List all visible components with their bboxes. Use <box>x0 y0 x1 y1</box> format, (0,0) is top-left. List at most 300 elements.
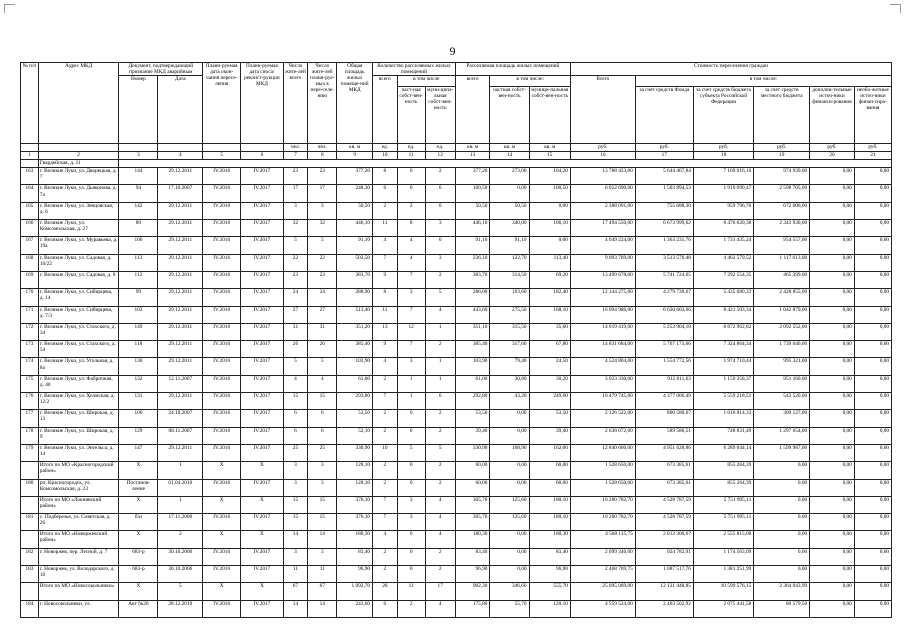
cell-col-17: 3 513 576,48 <box>635 254 693 271</box>
cell-col-14: 0,00 <box>490 462 529 479</box>
cell-col-14: 55,70 <box>490 600 529 617</box>
cell-col-19: 0,00 <box>754 531 810 548</box>
cell-col-2: Итого по МО «Новоржевский район» <box>38 531 118 548</box>
cell-col-16: 2 099 346,00 <box>570 548 635 565</box>
cell-col-7: 5 <box>283 237 308 254</box>
cell-col-3: X <box>119 496 158 513</box>
cell-col-16: 14 831 684,00 <box>570 341 635 358</box>
cell-col-4: 28.12.2010 <box>158 600 203 617</box>
cell-col-6: X <box>241 496 283 513</box>
cell-col-20: 0,00 <box>810 548 855 565</box>
index-cell-18: 18 <box>693 152 753 160</box>
cell-col-5: X <box>203 531 241 548</box>
cell-col-18: 855 264,39 <box>693 479 753 496</box>
cell-col-6: X <box>241 531 283 548</box>
cell-col-11: 2 <box>397 202 425 219</box>
cell-col-7: 15 <box>283 496 308 513</box>
cell-col-9: 351,20 <box>337 323 373 340</box>
cell-col-21: 0,00 <box>854 514 891 531</box>
cell-col-5: IV.2016 <box>203 289 241 306</box>
cell-col-16: 4 049 224,00 <box>570 237 635 254</box>
cell-col-1: 163 <box>21 168 39 185</box>
cell-col-1 <box>21 583 39 600</box>
cell-col-11: 0 <box>397 565 425 582</box>
cell-col-18: 5 435 680,33 <box>693 289 753 306</box>
cell-col-13: 103,90 <box>455 358 490 375</box>
cell-col-15: 96,90 <box>529 565 570 582</box>
cell-col-2: г. Великие Луки, ул. Холмская, д. 12/2 <box>38 393 118 410</box>
column-index-row <box>21 152 892 160</box>
cell-col-12: 5 <box>425 289 455 306</box>
cell-col-7: 3 <box>283 202 308 219</box>
unit-cell-21: руб. <box>854 144 891 152</box>
header-area-total: всего <box>455 76 490 144</box>
cell-col-6: IV.2017 <box>241 341 283 358</box>
cell-col-14: 0,00 <box>490 531 529 548</box>
cell-col-17: 800 580,67 <box>635 410 693 427</box>
cell-col-7: 15 <box>283 393 308 410</box>
cell-col-13: 305,70 <box>455 514 490 531</box>
index-cell-1: 1 <box>21 152 39 160</box>
cell-col-10: 28 <box>373 583 398 600</box>
cell-col-4: 17.10.2007 <box>158 185 203 202</box>
cell-col-18: 8 476 620,38 <box>693 220 753 237</box>
cell-col-18: 8 421 503,34 <box>693 306 753 323</box>
cell-col-6: IV.2017 <box>241 254 283 271</box>
cell-col-18: 2 555 815,08 <box>693 531 753 548</box>
table-row <box>21 323 892 340</box>
cell-col-11: 7 <box>397 306 425 323</box>
cell-col-11: 3 <box>397 496 425 513</box>
cell-col-2: с. Подберезье, ул. Советская, д. 26 <box>38 514 118 531</box>
cell-col-14: 0,00 <box>490 185 529 202</box>
cell-col-13: 100,50 <box>455 185 490 202</box>
cell-col-12: 4 <box>425 306 455 323</box>
cell-col-17: 912 811,63 <box>635 375 693 392</box>
cell-col-20: 0,00 <box>810 168 855 185</box>
cell-col-17: 4 528 787,59 <box>635 514 693 531</box>
unit-cell-9: кв. м <box>337 144 373 152</box>
cell-col-19: 0,00 <box>754 462 810 479</box>
cell-col-13: 286,00 <box>455 289 490 306</box>
cell-col-4: 5 <box>158 583 203 600</box>
cell-col-18: 959 796,70 <box>693 202 753 219</box>
cell-col-18: 7 324 864,34 <box>693 341 753 358</box>
cell-col-16: 10 280 782,70 <box>570 514 635 531</box>
header-rooms-total: всего <box>373 76 398 144</box>
cell-col-13: 180,30 <box>455 531 490 548</box>
cell-col-16: 2 126 522,00 <box>570 410 635 427</box>
table-row <box>21 237 892 254</box>
cell-col-12: 1 <box>425 323 455 340</box>
cell-col-11: 1 <box>397 393 425 410</box>
cell-col-19: 954 557,00 <box>754 237 810 254</box>
cell-col-10: 8 <box>373 168 398 185</box>
cell-col-8: 23 <box>308 168 337 185</box>
cell-col-16: 10 479 745,00 <box>570 393 635 410</box>
cell-col-3: 118 <box>119 341 158 358</box>
cell-col-1: 182 <box>21 548 39 565</box>
cell-col-20: 0,00 <box>810 514 855 531</box>
cell-col-3: 683-р <box>119 548 158 565</box>
cell-col-18: 1 159 358,37 <box>693 375 753 392</box>
cell-col-16: 12 840 660,00 <box>570 444 635 461</box>
cell-col-8: 31 <box>308 323 337 340</box>
cell-col-12: 2 <box>425 168 455 185</box>
cell-col-18: 855 264,39 <box>693 462 753 479</box>
cell-col-13: 383,70 <box>455 271 490 288</box>
cell-col-11: 0 <box>397 185 425 202</box>
cell-col-12: 2 <box>425 341 455 358</box>
cell-col-20: 0,00 <box>810 479 855 496</box>
cell-col-16: 12 144 275,00 <box>570 289 635 306</box>
cell-col-4: 29.12.2011 <box>158 393 203 410</box>
cell-col-15: 100,50 <box>529 185 570 202</box>
cell-col-2: г. Новоржев, пер. Лесной, д. 7 <box>38 548 118 565</box>
cell-col-12: 4 <box>425 514 455 531</box>
cell-col-20: 0,00 <box>810 323 855 340</box>
table-body <box>21 160 892 618</box>
cell-col-11: 3 <box>397 289 425 306</box>
cell-col-3: 94 <box>119 185 158 202</box>
table-row <box>21 306 892 323</box>
cell-col-19: 1 297 654,00 <box>754 427 810 444</box>
unit-cell-1 <box>21 144 39 152</box>
cell-col-5: IV.2016 <box>203 341 241 358</box>
cell-col-9: 83,40 <box>337 548 373 565</box>
cell-col-1: 180 <box>21 479 39 496</box>
cell-col-19: 1 042 879,00 <box>754 306 810 323</box>
cell-col-16: 4 559 524,00 <box>570 600 635 617</box>
cell-col-4: 08.11.2007 <box>158 427 203 444</box>
cell-col-4: 29.12.2011 <box>158 220 203 237</box>
cell-col-10: 7 <box>373 393 398 410</box>
cell-col-19: 974 939,00 <box>754 168 810 185</box>
cell-col-11: 3 <box>397 514 425 531</box>
cell-col-4: 29.12.2011 <box>158 341 203 358</box>
cell-col-11: 11 <box>397 583 425 600</box>
cell-col-13: 175,80 <box>455 600 490 617</box>
cell-col-17: 1 363 231,76 <box>635 237 693 254</box>
cell-col-14: 346,60 <box>490 583 529 600</box>
cell-col-16: 6 012 690,00 <box>570 185 635 202</box>
cell-col-10: 2 <box>373 375 398 392</box>
cell-col-18: 7 169 016,16 <box>693 168 753 185</box>
cell-col-17: 924 782,91 <box>635 548 693 565</box>
cell-col-17: 12 131 448,85 <box>635 583 693 600</box>
cell-col-6: IV.2017 <box>241 548 283 565</box>
cell-col-10: 13 <box>373 323 398 340</box>
cell-col-16: 9 093 769,00 <box>570 254 635 271</box>
cell-col-12: 1 <box>425 358 455 375</box>
cell-col-2: г. Великие Луки, ул. Широкая, д. 9 <box>38 427 118 444</box>
cell-col-14: 0,00 <box>490 410 529 427</box>
cell-col-9: 446,10 <box>337 220 373 237</box>
cell-col-16: 25 095 069,00 <box>570 583 635 600</box>
cell-col-10: 7 <box>373 514 398 531</box>
cell-col-14: 125,60 <box>490 514 529 531</box>
cell-col-12: 0 <box>425 202 455 219</box>
cell-col-4: 29.12.2011 <box>158 306 203 323</box>
cell-col-2: г. Великие Луки, ул. Широкая, д. 13 <box>38 410 118 427</box>
cell-col-20: 0,00 <box>810 600 855 617</box>
cell-col-20: 0,00 <box>810 393 855 410</box>
cell-col-13: 330,90 <box>455 444 490 461</box>
cell-col-20: 0,00 <box>810 358 855 375</box>
cell-col-12: 2 <box>425 565 455 582</box>
cell-col-14: 340,00 <box>490 220 529 237</box>
cell-col-10: 4 <box>373 531 398 548</box>
cell-col-8: 6 <box>308 410 337 427</box>
cell-col-10: 2 <box>373 565 398 582</box>
cell-col-20: 0,00 <box>810 289 855 306</box>
cell-col-3: 142 <box>119 202 158 219</box>
header-cost-region: за счет средств бюджета субъекта Российской Федерации <box>693 87 753 144</box>
cell-col-14: 50,50 <box>490 202 529 219</box>
cell-col-18: 10 599 576,15 <box>693 583 753 600</box>
cell-col-9: 503,50 <box>337 254 373 271</box>
table-row <box>21 514 892 531</box>
unit-cell-19: руб. <box>754 144 810 152</box>
cell-col-8: 3 <box>308 202 337 219</box>
cell-col-20: 0,00 <box>810 220 855 237</box>
table-row <box>21 444 892 461</box>
cell-col-4: 29.12.2011 <box>158 271 203 288</box>
unit-cell-8: чел. <box>308 144 337 152</box>
cell-col-7: 31 <box>283 323 308 340</box>
cell-col-21: 0,00 <box>854 185 891 202</box>
cell-col-20: 0,00 <box>810 237 855 254</box>
cell-col-6: IV.2017 <box>241 375 283 392</box>
cell-col-8: 11 <box>308 565 337 582</box>
cell-col-4: 30.10.2006 <box>158 565 203 582</box>
cell-col-17: 1 554 772,56 <box>635 358 693 375</box>
cell-col-19: 2 598 705,00 <box>754 185 810 202</box>
cell-col-4: 1 <box>158 462 203 479</box>
cell-col-1: 179 <box>21 444 39 461</box>
unit-cell-5 <box>203 144 241 152</box>
header-rooms-incl: в том числе <box>397 76 455 87</box>
header-rooms-private: част-ная собст-вен-ность <box>397 87 425 144</box>
cell-col-11: 0 <box>397 462 425 479</box>
cell-col-15: 0,00 <box>529 237 570 254</box>
unit-cell-3 <box>119 144 158 152</box>
cell-col-1 <box>21 496 39 513</box>
index-cell-14: 14 <box>490 152 529 160</box>
cell-col-2: Итого по МО «Красногородский район» <box>38 462 118 479</box>
unit-cell-10: ед. <box>373 144 398 152</box>
cell-col-10: 10 <box>373 444 398 461</box>
cell-col-15: 0,00 <box>529 202 570 219</box>
cell-col-6: IV.2017 <box>241 427 283 444</box>
cell-col-4: 29.12.2011 <box>158 323 203 340</box>
cell-col-9: 128,10 <box>337 462 373 479</box>
cell-col-6: IV.2017 <box>241 202 283 219</box>
cell-col-21: 0,00 <box>854 583 891 600</box>
cell-col-8: 3 <box>308 462 337 479</box>
header-cost-incl: в том числе: <box>635 76 891 87</box>
cell-col-15: 168,10 <box>529 306 570 323</box>
header-planned-resettle: Плани-руемая дата окон-чания пересе-ления <box>203 63 241 144</box>
cell-col-12: 5 <box>425 444 455 461</box>
cell-col-7: 32 <box>283 220 308 237</box>
cell-col-18: 1 974 710,44 <box>693 358 753 375</box>
cell-col-9: 385,40 <box>337 341 373 358</box>
header-cost-total: Всего <box>570 76 635 144</box>
resettlement-table <box>20 62 892 618</box>
cell-col-6: IV.2017 <box>241 289 283 306</box>
cell-col-21: 0,00 <box>854 254 891 271</box>
cell-col-1: 183 <box>21 565 39 582</box>
cell-col-11: 1 <box>397 375 425 392</box>
header-area-municipal: муници-пальная собст-вен-ность <box>529 87 570 144</box>
cell-col-19: 309 127,00 <box>754 410 810 427</box>
cell-col-2: рп. Красногородск, ул. Комсомольская, д. 23 <box>38 479 118 496</box>
cell-col-16: 13 499 678,00 <box>570 271 635 288</box>
index-cell-10: 10 <box>373 152 398 160</box>
index-cell-3: 3 <box>119 152 158 160</box>
cell-col-14: 168,90 <box>490 444 529 461</box>
cell-col-6: IV.2017 <box>241 323 283 340</box>
cell-col-13: 305,70 <box>455 496 490 513</box>
cell-col-4: 30.10.2006 <box>158 548 203 565</box>
cell-col-1: 178 <box>21 427 39 444</box>
table-row <box>21 479 892 496</box>
cell-col-17: 4 951 628,86 <box>635 444 693 461</box>
cell-col-9: 61,00 <box>337 375 373 392</box>
cell-col-8: 24 <box>308 289 337 306</box>
cell-col-1 <box>21 531 39 548</box>
cell-col-21: 0,00 <box>854 202 891 219</box>
cell-col-18: 1 174 563,09 <box>693 548 753 565</box>
unit-cell-4 <box>158 144 203 152</box>
cell-col-17: 2 012 300,67 <box>635 531 693 548</box>
cell-col-3: 106 <box>119 237 158 254</box>
cell-col-6: IV.2017 <box>241 410 283 427</box>
cell-col-9: 91,10 <box>337 237 373 254</box>
cell-col-13: 60,00 <box>455 462 490 479</box>
cell-col-5: X <box>203 583 241 600</box>
cell-col-21: 0,00 <box>854 565 891 582</box>
cell-col-19: 1 117 613,00 <box>754 254 810 271</box>
cell-col-7: 22 <box>283 254 308 271</box>
cell-col-3: 89 <box>119 220 158 237</box>
table-row <box>21 271 892 288</box>
cell-col-21: 0,00 <box>854 358 891 375</box>
cell-col-7: 6 <box>283 427 308 444</box>
cell-col-19: 1 739 646,00 <box>754 341 810 358</box>
cell-col-12: 2 <box>425 479 455 496</box>
index-cell-17: 17 <box>635 152 693 160</box>
carry-over-row <box>21 160 892 168</box>
cell-col-21: 0,00 <box>854 548 891 565</box>
cell-col-11: 7 <box>397 341 425 358</box>
cell-col-3: 112 <box>119 271 158 288</box>
cell-col-7: 25 <box>283 444 308 461</box>
cell-col-8: 4 <box>308 375 337 392</box>
cell-col-5: IV.2016 <box>203 600 241 617</box>
cell-col-14: 0,00 <box>490 479 529 496</box>
table-row <box>21 410 892 427</box>
cell-col-9: 513,40 <box>337 306 373 323</box>
cell-col-4: 29.12.2011 <box>158 358 203 375</box>
cell-col-16: 2 388 091,00 <box>570 202 635 219</box>
cell-col-12: 0 <box>425 237 455 254</box>
cell-col-11: 4 <box>397 254 425 271</box>
cell-col-13: 91,10 <box>455 237 490 254</box>
cell-col-8: 5 <box>308 237 337 254</box>
cell-col-21: 0,00 <box>854 289 891 306</box>
cell-col-18: 1 016 814,33 <box>693 410 753 427</box>
cell-col-8: 14 <box>308 600 337 617</box>
cell-col-12: 1 <box>425 375 455 392</box>
cell-col-7: 3 <box>283 462 308 479</box>
cell-col-9: 377,20 <box>337 168 373 185</box>
cell-col-3: 136 <box>119 358 158 375</box>
cell-col-14: 0,00 <box>490 548 529 565</box>
cell-col-11: 0 <box>397 548 425 565</box>
cell-col-21: 0,00 <box>854 479 891 496</box>
cell-col-5: IV.2016 <box>203 479 241 496</box>
cell-col-15: 555,70 <box>529 583 570 600</box>
cell-col-12: 3 <box>425 220 455 237</box>
corner-mark-right <box>890 4 901 13</box>
cell-col-13: 351,10 <box>455 323 490 340</box>
table-row <box>21 375 892 392</box>
cell-col-14: 125,60 <box>490 496 529 513</box>
index-cell-21: 21 <box>854 152 891 160</box>
cell-col-15: 30,20 <box>529 375 570 392</box>
cell-col-21: 0,00 <box>854 237 891 254</box>
cell-col-15: 120,10 <box>529 600 570 617</box>
cell-col-14: 273,00 <box>490 168 529 185</box>
cell-col-19: 543 520,00 <box>754 393 810 410</box>
cell-col-6: IV.2017 <box>241 358 283 375</box>
cell-col-3: X <box>119 583 158 600</box>
cell-col-18: 5 751 995,11 <box>693 514 753 531</box>
units-row <box>21 144 892 152</box>
subtotal-row <box>21 462 892 479</box>
cell-col-1: 174 <box>21 358 39 375</box>
cell-col-15: 180,10 <box>529 496 570 513</box>
cell-col-19: 995 321,00 <box>754 358 810 375</box>
cell-col-12: 4 <box>425 496 455 513</box>
cell-col-17: 6 630 603,66 <box>635 306 693 323</box>
cell-col-11: 7 <box>397 271 425 288</box>
cell-col-9: 180,30 <box>337 531 373 548</box>
cell-col-21: 0,00 <box>854 462 891 479</box>
cell-col-21: 0,00 <box>854 410 891 427</box>
cell-col-18: 5 751 995,11 <box>693 496 753 513</box>
cell-col-16: 4 524 804,00 <box>570 358 635 375</box>
cell-col-21: 0,00 <box>854 600 891 617</box>
cell-col-4: 29.12.2011 <box>158 168 203 185</box>
cell-col-7: 23 <box>283 271 308 288</box>
cell-col-12: 4 <box>425 531 455 548</box>
cell-col-11: 5 <box>397 444 425 461</box>
cell-col-5: X <box>203 462 241 479</box>
cell-col-9: 293,80 <box>337 393 373 410</box>
cell-col-6: IV.2017 <box>241 514 283 531</box>
cell-col-17: 1 087 517,76 <box>635 565 693 582</box>
cell-col-6: IV.2017 <box>241 168 283 185</box>
cell-col-9: 330,90 <box>337 444 373 461</box>
table-row <box>21 600 892 617</box>
cell-col-10: 11 <box>373 220 398 237</box>
cell-col-5: X <box>203 496 241 513</box>
cell-col-15: 60,00 <box>529 479 570 496</box>
cell-col-2: г. Великие Луки, ул. Сибирцева, д. 7/3 <box>38 306 118 323</box>
